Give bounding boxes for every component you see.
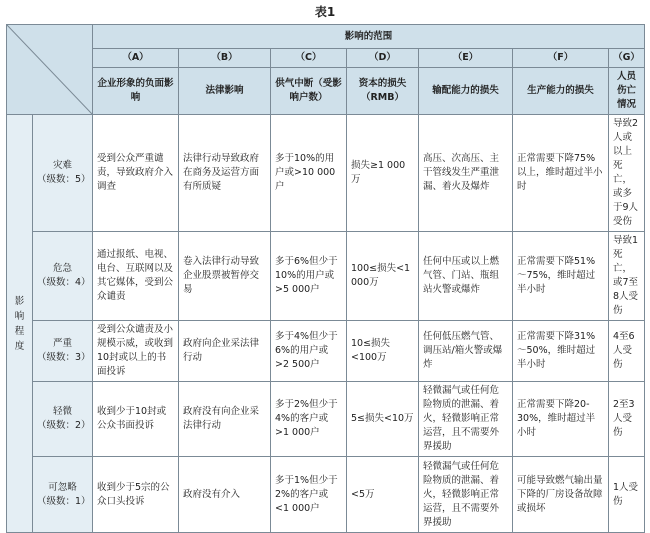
table-cell: <5万 xyxy=(347,457,419,533)
table-cell: 法律行动导致政府在商务及运营方面有所质疑 xyxy=(179,115,271,232)
column-label-c: 供气中断（受影响户数） xyxy=(271,68,347,115)
level-name: 可忽略 xyxy=(48,481,77,493)
table-cell: 100≤损失<1 000万 xyxy=(347,232,419,321)
level-grade: （级数：5） xyxy=(37,174,91,185)
table-cell: 5≤损失<10万 xyxy=(347,382,419,457)
table-cell: 多于6%但少于10%的用户或>5 000户 xyxy=(271,232,347,321)
table-cell: 受到公众严重谴责，导致政府介入调查 xyxy=(93,115,179,232)
column-code-g: （G） xyxy=(609,49,645,68)
column-code-b: （B） xyxy=(179,49,271,68)
table-cell: 损失≥1 000万 xyxy=(347,115,419,232)
column-label-d: 资本的损失（RMB） xyxy=(347,68,419,115)
scope-header: 影响的范围 xyxy=(93,25,645,49)
level-cell xyxy=(33,457,93,533)
table-cell: 多于2%但少于4%的客户或>1 000户 xyxy=(271,382,347,457)
column-label-e: 输配能力的损失 xyxy=(419,68,513,115)
table-cell: 卷入法律行动导致企业股票被暂停交易 xyxy=(179,232,271,321)
diagonal-line xyxy=(7,25,92,114)
side-label: 影响程度 xyxy=(14,295,25,352)
level-name: 严重 xyxy=(52,338,72,349)
table-cell: 可能导致燃气输出量下降的厂房设备故障或损坏 xyxy=(513,457,609,533)
impact-matrix-table xyxy=(6,24,645,533)
table-cell: 1人受伤 xyxy=(609,457,645,533)
column-code-d: （D） xyxy=(347,49,419,68)
level-grade: （级数：2） xyxy=(37,420,91,431)
corner-diagonal-cell xyxy=(7,25,93,115)
table-cell: 2至3人受伤 xyxy=(609,382,645,457)
level-cell xyxy=(33,232,93,321)
table-cell: 政府没有介入 xyxy=(179,457,271,533)
level-name: 灾难 xyxy=(52,160,72,171)
column-code-e: （E） xyxy=(419,49,513,68)
table-cell: 政府没有向企业采法律行动 xyxy=(179,382,271,457)
table-cell: 轻微漏气或任何危险物质的泄漏、着火，轻微影响正常运营，且不需要外界援助 xyxy=(419,382,513,457)
column-code-a: （A） xyxy=(93,49,179,68)
column-label-f: 生产能力的损失 xyxy=(513,68,609,115)
table-cell: 导致1死亡，或7至8人受伤 xyxy=(609,232,645,321)
table-cell: 正常需要下降51%～75%，维时超过半小时 xyxy=(513,232,609,321)
table-cell: 导致2人或以上死亡，或多于9人受伤 xyxy=(609,115,645,232)
level-grade: （级数：1） xyxy=(37,495,91,507)
table-cell: 正常需要下降75%以上，维时超过半小时 xyxy=(513,115,609,232)
table-cell: 10≤损失<100万 xyxy=(347,321,419,382)
level-name: 危急 xyxy=(52,263,72,274)
side-label-cell xyxy=(7,115,33,533)
column-label-g: 人员伤亡情况 xyxy=(609,68,645,115)
table-cell: 受到公众谴责及小规模示威，或收到10封或以上的书面投诉 xyxy=(93,321,179,382)
column-code-f: （F） xyxy=(513,49,609,68)
table-cell: 多于10%的用户或>10 000户 xyxy=(271,115,347,232)
level-grade: （级数：3） xyxy=(37,352,91,363)
level-cell xyxy=(33,321,93,382)
table-title: 表1 xyxy=(314,5,336,19)
table-cell: 政府向企业采法律行动 xyxy=(179,321,271,382)
table-cell: 任何低压燃气管、调压站/箱火警或爆炸 xyxy=(419,321,513,382)
table-cell: 4至6人受伤 xyxy=(609,321,645,382)
table-cell: 多于4%但少于6%的用户或>2 500户 xyxy=(271,321,347,382)
table-cell: 多于1%但少于2%的客户或<1 000户 xyxy=(271,457,347,533)
table-cell: 轻微漏气或任何危险物质的泄漏、着火，轻微影响正常运营，且不需要外界援助 xyxy=(419,457,513,533)
column-code-c: （C） xyxy=(271,49,347,68)
table-cell: 收到少于5宗的公众口头投诉 xyxy=(93,457,179,533)
table-cell: 正常需要下降20-30%，维时超过半小时 xyxy=(513,382,609,457)
level-cell xyxy=(33,115,93,232)
column-label-a: 企业形象的负面影响 xyxy=(93,68,179,115)
level-grade: （级数：4） xyxy=(37,277,91,288)
table-cell: 高压、次高压、主干管线发生严重泄漏、着火及爆炸 xyxy=(419,115,513,232)
table-cell: 正常需要下降31%～50%，维时超过半小时 xyxy=(513,321,609,382)
table-cell: 收到少于10封或公众书面投诉 xyxy=(93,382,179,457)
column-label-b: 法律影响 xyxy=(179,68,271,115)
level-cell xyxy=(33,382,93,457)
level-name: 轻微 xyxy=(52,406,72,417)
table-cell: 任何中压或以上燃气管、门站、瓶组站火警或爆炸 xyxy=(419,232,513,321)
table-cell: 通过报纸、电视、电台、互联网以及其它媒体，受到公众谴责 xyxy=(93,232,179,321)
